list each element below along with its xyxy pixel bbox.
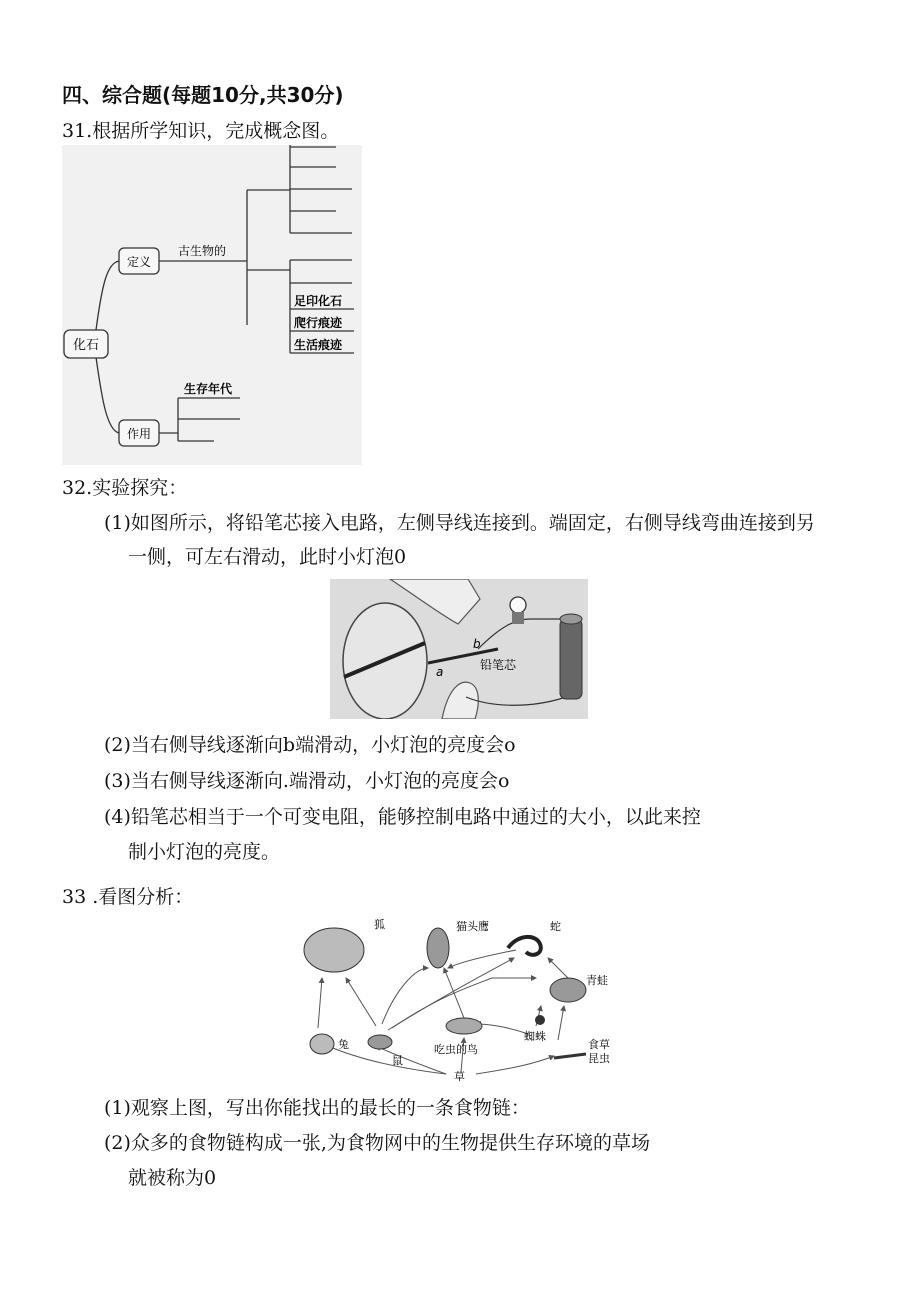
pencil-circuit-figure [330, 579, 588, 719]
section-title: 四、综合题(每题10分,共30分) [62, 83, 344, 107]
label-spider: 蜘蛛 [524, 1030, 546, 1043]
definition-text: 古生物的 [177, 244, 227, 258]
food-web-figure [296, 908, 616, 1084]
label-insect-line2: 昆虫 [588, 1052, 610, 1065]
label-mouse: 鼠 [392, 1054, 403, 1067]
label-bird: 吃虫的鸟 [434, 1043, 478, 1056]
bird-icon [446, 1018, 482, 1034]
mouse-icon [368, 1035, 392, 1049]
label-fox: 狐 [374, 918, 385, 931]
function-item: 生存年代 [184, 382, 233, 396]
q32-part3: (3)当右侧导线逐渐向.端滑动，小灯泡的亮度会o [104, 770, 510, 792]
spider-icon [535, 1015, 545, 1025]
q32-part2: (2)当右侧导线逐渐向b端滑动，小灯泡的亮度会o [104, 734, 516, 756]
concept-map [62, 145, 362, 465]
bulb-socket [512, 612, 524, 624]
node-definition-label: 定义 [126, 255, 152, 269]
q33-prompt: 33 .看图分析： [62, 886, 194, 908]
frog-icon [550, 978, 586, 1002]
label-b: b [473, 637, 481, 651]
battery-icon [560, 619, 582, 699]
owl-icon [427, 928, 449, 968]
q33-part1: (1)观察上图，写出你能找出的最长的一条食物链： [104, 1097, 530, 1119]
insect-icon [554, 1054, 586, 1058]
label-snake: 蛇 [550, 920, 561, 933]
trace-item-2: 爬行痕迹 [294, 316, 343, 330]
trace-item-3: 生活痕迹 [294, 338, 343, 352]
label-frog: 青蛙 [586, 974, 608, 987]
snake-icon [508, 937, 541, 955]
concept-map-svg [62, 145, 362, 465]
q32-part1-line2: 一侧，可左右滑动，此时小灯泡0 [128, 546, 407, 568]
q31-prompt: 31.根据所学知识，完成概念图。 [62, 120, 340, 142]
food-web-svg [296, 908, 616, 1084]
label-rabbit: 兔 [338, 1038, 349, 1051]
fox-icon [304, 928, 364, 972]
q32-prompt: 32.实验探究： [62, 477, 188, 499]
label-insect-line1: 食草 [588, 1038, 610, 1051]
label-pencil-core: 铅笔芯 [480, 658, 517, 672]
pencil-circuit-svg [330, 579, 588, 719]
q32-part1-line1: (1)如图所示，将铅笔芯接入电路，左侧导线连接到。端固定，右侧导线弯曲连接到另 [104, 512, 815, 534]
node-root-label: 化石 [72, 338, 100, 353]
label-grass: 草 [454, 1070, 465, 1083]
trace-item-1: 足印化石 [294, 294, 343, 308]
label-a: a [436, 665, 444, 679]
q32-part4-line1: (4)铅笔芯相当于一个可变电阻，能够控制电路中通过的大小，以此来控 [104, 806, 701, 828]
q32-part4-line2: 制小灯泡的亮度。 [128, 841, 281, 863]
q33-part2-line2: 就被称为0 [128, 1167, 217, 1189]
label-owl: 猫头鹰 [456, 920, 489, 933]
node-function-label: 作用 [126, 427, 152, 441]
rabbit-icon [310, 1034, 334, 1054]
q33-part2-line1: (2)众多的食物链构成一张,为食物网中的生物提供生存环境的草场 [104, 1132, 650, 1154]
light-bulb-icon [510, 597, 526, 613]
